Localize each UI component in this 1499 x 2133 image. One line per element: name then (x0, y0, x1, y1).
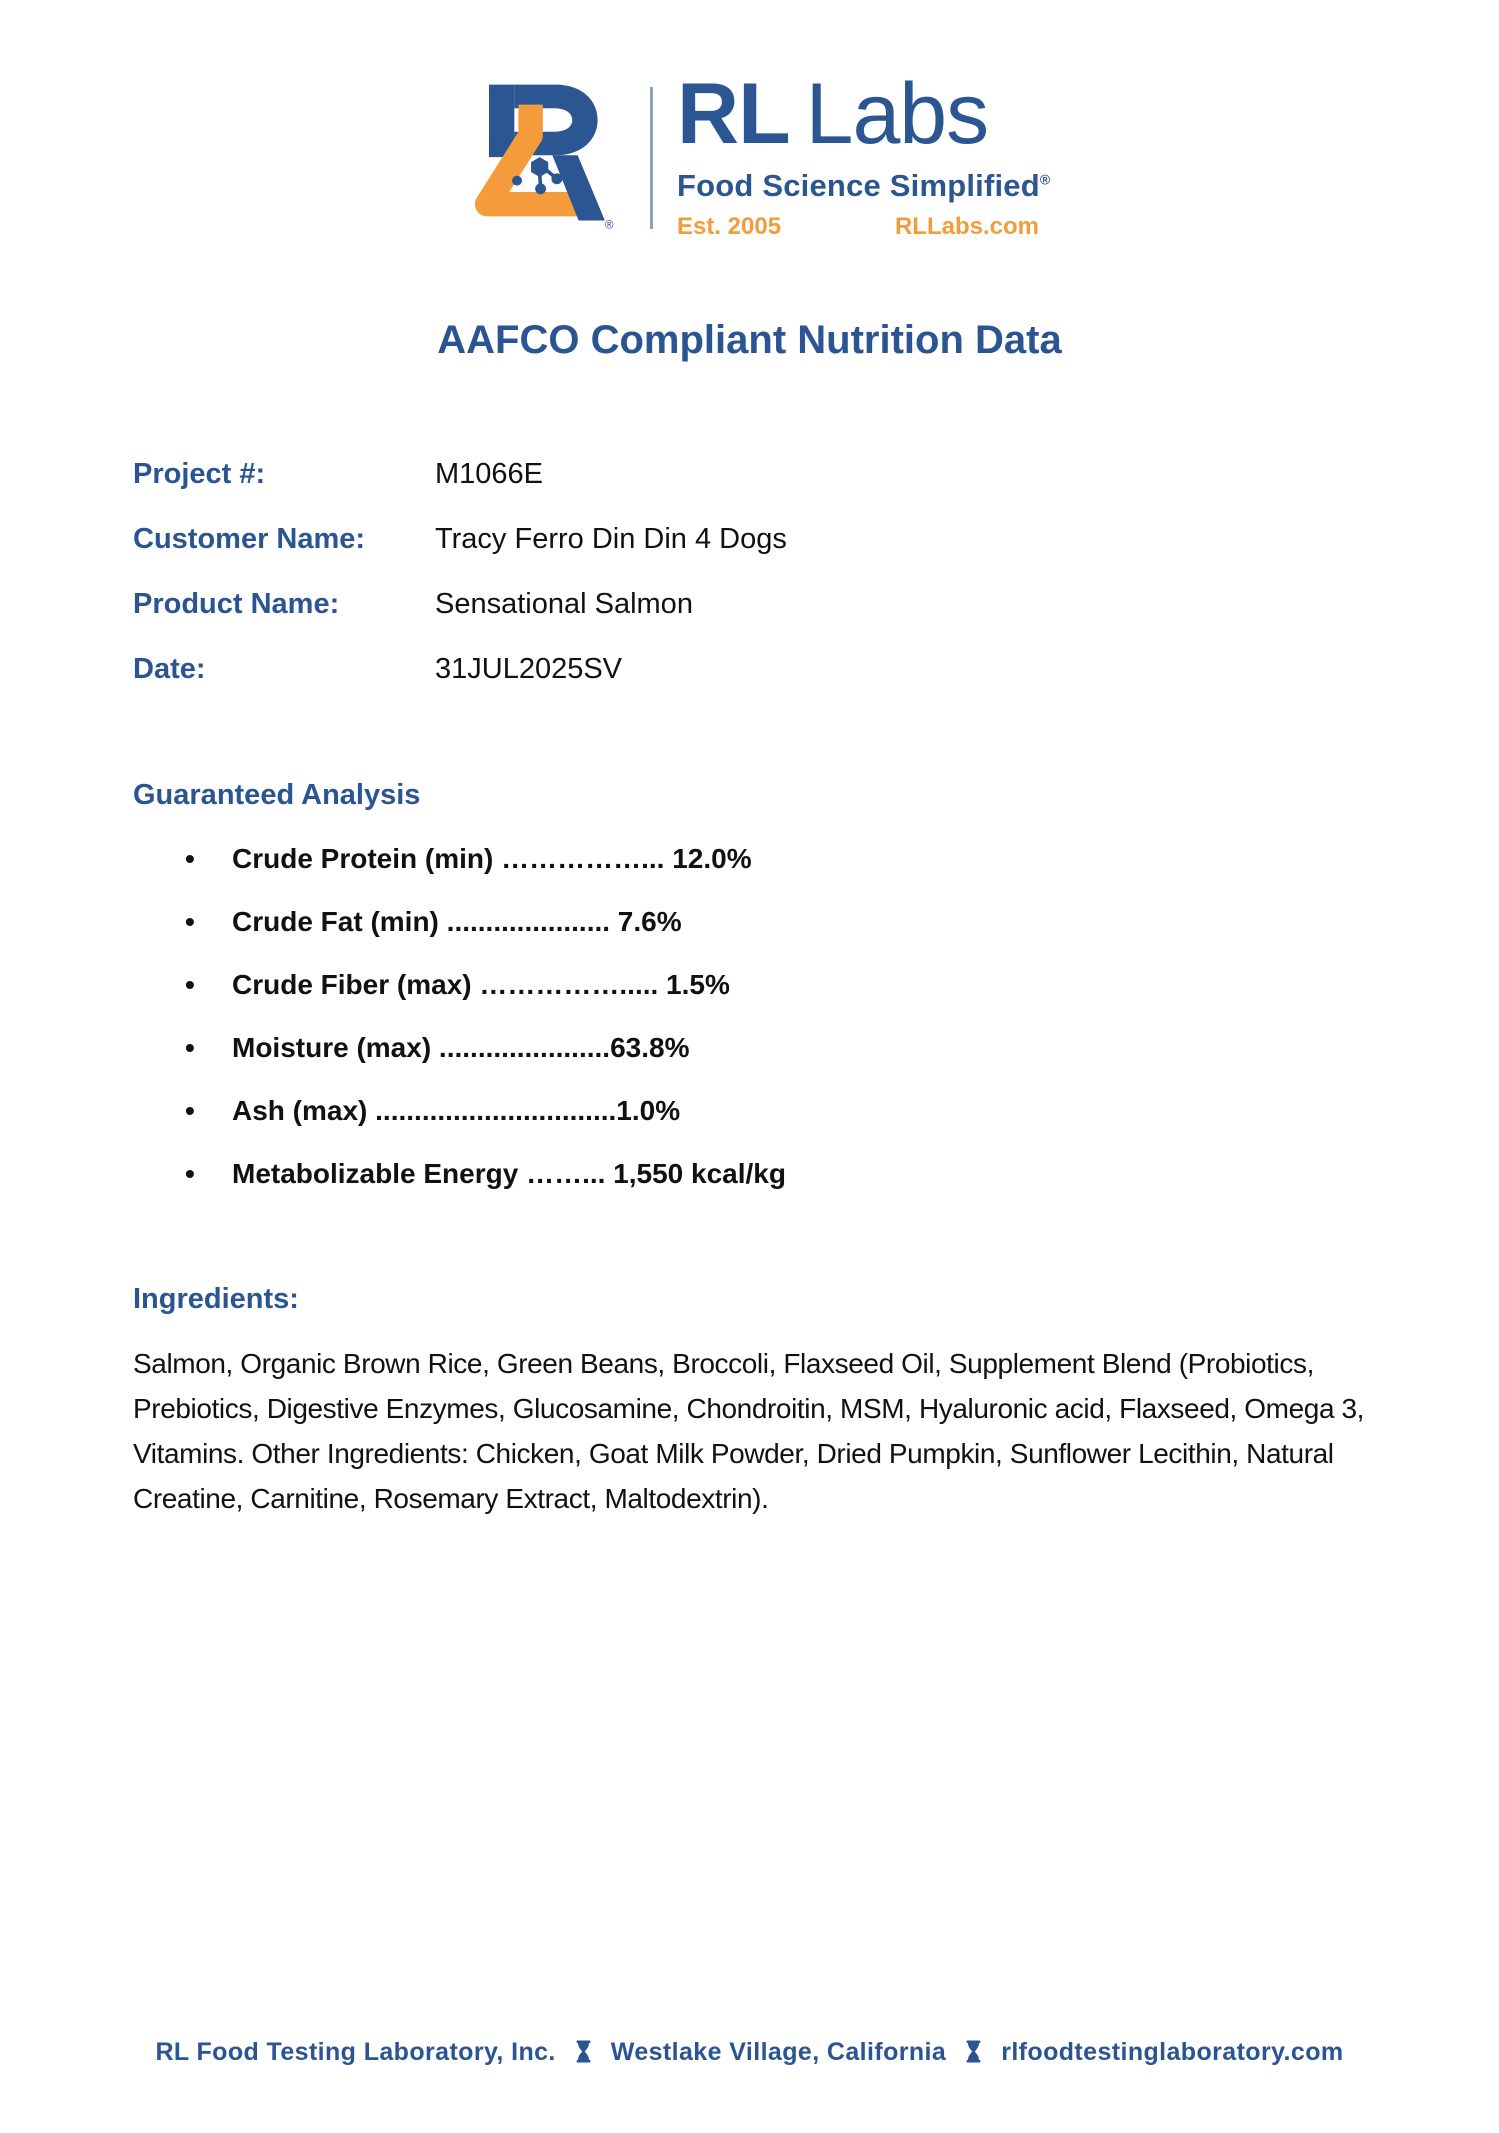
tagline-text: Food Science Simplified (677, 168, 1040, 204)
brand-tagline (677, 168, 1051, 204)
detail-value: M1066E (435, 458, 544, 490)
page-title: AAFCO Compliant Nutrition Data (437, 318, 1062, 362)
bullet-icon: • (185, 1158, 195, 1189)
detail-label: Product Name: (133, 588, 340, 620)
detail-row-product-name (133, 588, 787, 653)
footer-website: rlfoodtestinglaboratory.com (1001, 2038, 1344, 2066)
flask-registered-trademark: ® (604, 218, 614, 232)
guaranteed-analysis-list (185, 843, 786, 1221)
detail-label: Customer Name: (133, 523, 366, 555)
footer-company: RL Food Testing Laboratory, Inc. (155, 2038, 556, 2066)
analysis-entry: Ash (max) ...............................1.0% (232, 1095, 681, 1126)
ingredients-line: Vitamins. Other Ingredients: Chicken, Goat Milk Powder, Dried Pumpkin, Sunflower Lecithin, Natural (133, 1438, 1334, 1469)
brand-name-labs: Labs (805, 65, 989, 162)
list-item (185, 969, 786, 1032)
list-item (185, 843, 786, 906)
established-label: Est. 2005 (677, 213, 782, 241)
footer-location: Westlake Village, California (610, 2038, 947, 2066)
tagline-registered-mark: ® (1039, 171, 1051, 188)
hourglass-icon (575, 2040, 592, 2063)
ingredients-line: Salmon, Organic Brown Rice, Green Beans, Broccoli, Flaxseed Oil, Supplement Blend (Probiotics, (133, 1348, 1314, 1379)
guaranteed-analysis-heading: Guaranteed Analysis (133, 779, 421, 811)
detail-row-date (133, 653, 787, 718)
bullet-icon: • (185, 1032, 195, 1063)
list-item (185, 906, 786, 969)
project-details (133, 458, 787, 718)
flask-molecule-logo-icon (460, 72, 632, 244)
bullet-icon: • (185, 906, 195, 937)
brand-text-block (677, 65, 1051, 241)
hourglass-icon (965, 2040, 982, 2063)
list-item (185, 1158, 786, 1221)
list-item (185, 1032, 786, 1095)
detail-row-project-number (133, 458, 787, 523)
analysis-entry: Metabolizable Energy ……... 1,550 kcal/kg (232, 1158, 786, 1189)
bullet-icon: • (185, 1095, 195, 1126)
page-footer (0, 2038, 1499, 2067)
bullet-icon: • (185, 843, 195, 874)
brand-est-row (677, 213, 1039, 241)
detail-label: Date: (133, 653, 206, 685)
detail-value: Tracy Ferro Din Din 4 Dogs (435, 523, 787, 555)
rl-labs-logo (0, 65, 1499, 244)
logo-divider (650, 87, 653, 229)
list-item (185, 1095, 786, 1158)
brand-name-rl: RL (677, 65, 790, 162)
analysis-entry: Moisture (max) ......................63.8% (232, 1032, 690, 1063)
brand-website: RLLabs.com (894, 213, 1039, 241)
detail-row-customer-name (133, 523, 787, 588)
brand-name (677, 65, 1039, 162)
analysis-entry: Crude Fat (min) ..................... 7.6% (232, 906, 682, 937)
detail-label: Project #: (133, 458, 266, 490)
bullet-icon: • (185, 969, 195, 1000)
analysis-entry: Crude Fiber (max) ……………..... 1.5% (232, 969, 730, 1000)
ingredients-line: Creatine, Carnitine, Rosemary Extract, Maltodextrin). (133, 1483, 769, 1514)
detail-value: Sensational Salmon (435, 588, 693, 620)
ingredients-paragraph (133, 1341, 1364, 1521)
ingredients-line: Prebiotics, Digestive Enzymes, Glucosamine, Chondroitin, MSM, Hyaluronic acid, Flaxseed, Omega 3, (133, 1393, 1365, 1424)
detail-value: 31JUL2025SV (435, 653, 623, 685)
ingredients-heading: Ingredients: (133, 1283, 299, 1315)
analysis-entry: Crude Protein (min) ……………... 12.0% (232, 843, 752, 874)
